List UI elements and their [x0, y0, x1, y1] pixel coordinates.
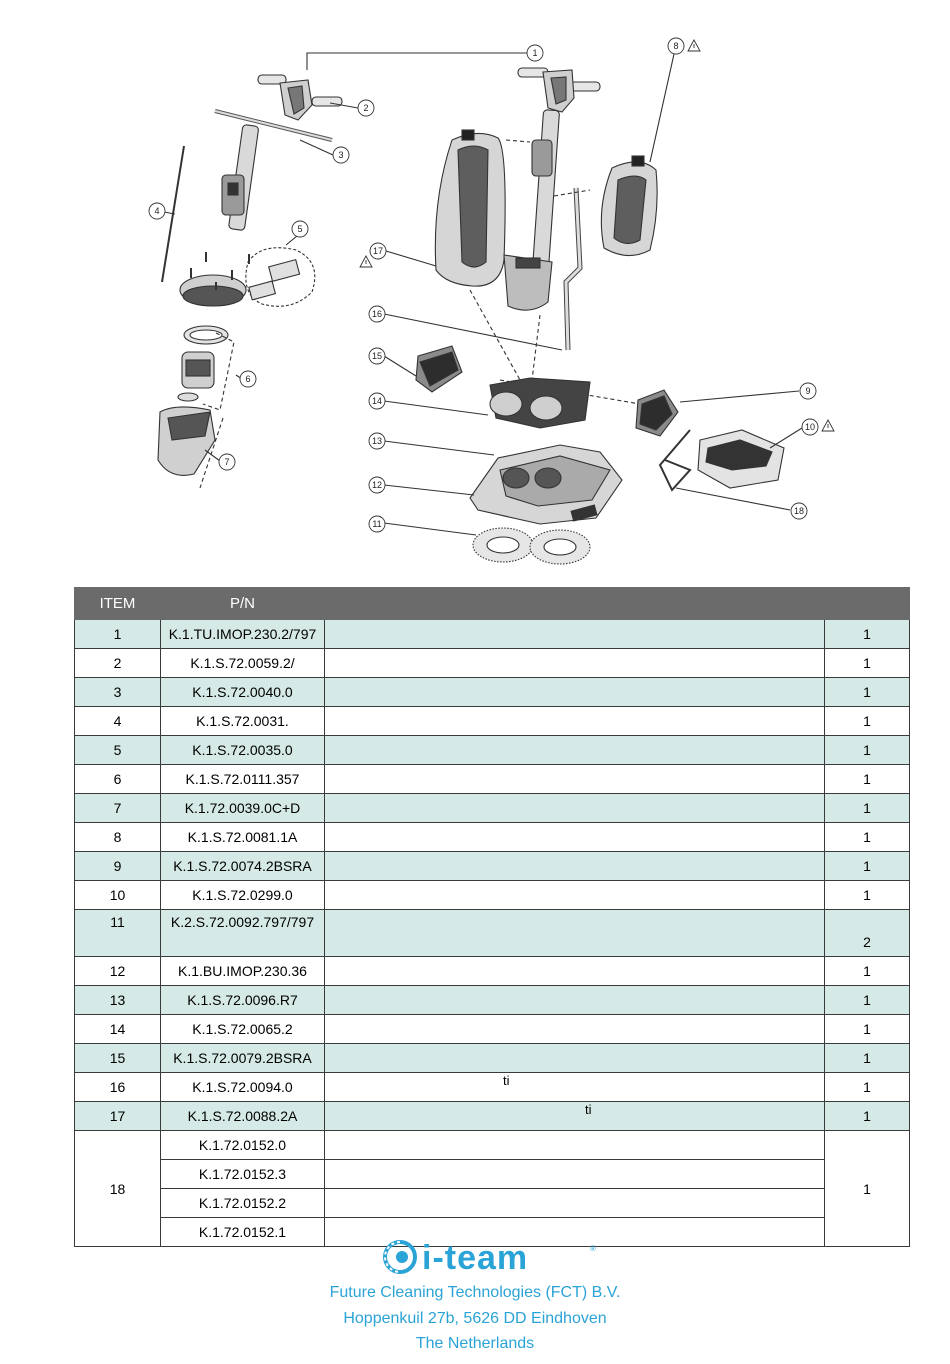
cell-part-number: K.1.72.0039.0C+D	[161, 794, 325, 823]
cell-part-number: K.1.S.72.0096.R7	[161, 986, 325, 1015]
table-row	[75, 852, 910, 881]
cell-part-number: K.2.S.72.0092.797/797	[161, 910, 325, 957]
table-header-row	[75, 588, 910, 620]
cell-description	[325, 1131, 825, 1160]
cell-description	[325, 620, 825, 649]
cell-part-number: K.1.S.72.0094.0	[161, 1073, 325, 1102]
cell-quantity: 1	[825, 852, 910, 881]
cell-part-number: K.1.S.72.0065.2	[161, 1015, 325, 1044]
cell-description	[325, 794, 825, 823]
callout-label: 17	[372, 246, 384, 256]
cell-quantity: 1	[825, 794, 910, 823]
parts-table	[74, 587, 910, 1247]
column-header-qty	[825, 588, 910, 620]
cell-description	[325, 678, 825, 707]
callout-label: 16	[371, 309, 383, 319]
cell-quantity: 1	[825, 1073, 910, 1102]
cell-quantity: 1	[825, 881, 910, 910]
cell-quantity: 1	[825, 957, 910, 986]
cell-item: 8	[75, 823, 161, 852]
cell-quantity: 2	[825, 910, 910, 957]
i-team-logo	[382, 1237, 602, 1277]
column-header-description	[325, 588, 825, 620]
table-row	[75, 1044, 910, 1073]
cell-quantity: 1	[825, 823, 910, 852]
cell-part-number: K.1.72.0152.0	[161, 1131, 325, 1160]
callout-label: 7	[224, 457, 230, 467]
table-row	[75, 1073, 910, 1102]
cell-part-number: K.1.TU.IMOP.230.2/797	[161, 620, 325, 649]
cell-quantity: 1	[825, 678, 910, 707]
cell-description: ti	[325, 1073, 825, 1102]
footer-country: The Netherlands	[415, 1335, 535, 1352]
callout-label: 4	[154, 206, 160, 216]
callout-label: 11	[372, 519, 382, 529]
cell-item: 10	[75, 881, 161, 910]
cell-part-number: K.1.S.72.0088.2A	[161, 1102, 325, 1131]
table-row	[75, 823, 910, 852]
cell-quantity: 1	[825, 707, 910, 736]
cell-description	[325, 986, 825, 1015]
callout-label: 12	[371, 480, 383, 490]
registered-mark: ®	[590, 1244, 596, 1253]
cell-description	[325, 765, 825, 794]
table-row	[75, 1102, 910, 1131]
cell-item: 16	[75, 1073, 161, 1102]
cell-quantity: 1	[825, 1015, 910, 1044]
cell-item: 5	[75, 736, 161, 765]
cell-description	[325, 852, 825, 881]
table-row	[75, 620, 910, 649]
cell-quantity: 1	[825, 1044, 910, 1073]
cell-item: 9	[75, 852, 161, 881]
callout-label: 3	[338, 150, 344, 160]
cell-item: 2	[75, 649, 161, 678]
column-header-pn: P/N	[161, 588, 325, 620]
cell-part-number: K.1.S.72.0111.357	[161, 765, 325, 794]
cell-description	[325, 1189, 825, 1218]
table-row	[75, 794, 910, 823]
footer-address: Hoppenkuil 27b, 5626 DD Eindhoven	[343, 1310, 607, 1327]
cell-part-number: K.1.S.72.0059.2/	[161, 649, 325, 678]
table-row	[75, 736, 910, 765]
warning-triangle-icon	[822, 420, 834, 431]
cell-item: 13	[75, 986, 161, 1015]
cell-item: 1	[75, 620, 161, 649]
cell-part-number: K.1.BU.IMOP.230.36	[161, 957, 325, 986]
table-row	[75, 1131, 910, 1160]
exploded-parts-diagram	[0, 0, 950, 580]
cell-description	[325, 823, 825, 852]
callout-label: 14	[371, 396, 383, 406]
cell-item: 17	[75, 1102, 161, 1131]
cell-item: 6	[75, 765, 161, 794]
warning-triangle-icon	[360, 256, 372, 267]
cell-part-number: K.1.S.72.0299.0	[161, 881, 325, 910]
table-row	[75, 765, 910, 794]
cell-part-number: K.1.S.72.0031.	[161, 707, 325, 736]
cell-part-number: K.1.72.0152.2	[161, 1189, 325, 1218]
cell-item: 14	[75, 1015, 161, 1044]
cell-quantity: 1	[825, 620, 910, 649]
cell-description	[325, 1015, 825, 1044]
callout-label: 9	[805, 386, 811, 396]
callout-label: 2	[363, 103, 369, 113]
cell-part-number: K.1.72.0152.1	[161, 1218, 325, 1247]
column-header-item: ITEM	[75, 588, 161, 620]
table-row	[75, 678, 910, 707]
cell-quantity: 1	[825, 736, 910, 765]
callout-label: 15	[371, 351, 383, 361]
table-row	[75, 1160, 910, 1189]
table-row	[75, 1189, 910, 1218]
cell-description	[325, 736, 825, 765]
table-row	[75, 1015, 910, 1044]
callout-label: 6	[245, 374, 251, 384]
cell-item: 4	[75, 707, 161, 736]
cell-item: 11	[75, 910, 161, 957]
callout-label: 8	[673, 41, 679, 51]
cell-part-number: K.1.S.72.0035.0	[161, 736, 325, 765]
callout-label: 18	[793, 506, 805, 516]
cell-item: 15	[75, 1044, 161, 1073]
cell-part-number: K.1.S.72.0040.0	[161, 678, 325, 707]
cell-part-number: K.1.S.72.0074.2BSRA	[161, 852, 325, 881]
cell-quantity: 1	[825, 1102, 910, 1131]
cell-description	[325, 707, 825, 736]
callout-label: 13	[371, 436, 383, 446]
table-row	[75, 986, 910, 1015]
cell-description	[325, 910, 825, 957]
cell-description	[325, 1044, 825, 1073]
cell-description	[325, 649, 825, 678]
table-row	[75, 707, 910, 736]
cell-quantity: 1	[825, 649, 910, 678]
cell-description	[325, 881, 825, 910]
table-row	[75, 957, 910, 986]
cell-item: 7	[75, 794, 161, 823]
cell-quantity: 1	[825, 986, 910, 1015]
cell-part-number: K.1.S.72.0081.1A	[161, 823, 325, 852]
logo-wordmark: i-team	[422, 1239, 529, 1277]
cell-description	[325, 1160, 825, 1189]
table-row	[75, 910, 910, 957]
cell-part-number: K.1.72.0152.3	[161, 1160, 325, 1189]
cell-description: ti	[325, 1102, 825, 1131]
cell-item: 3	[75, 678, 161, 707]
callout-label: 1	[532, 48, 538, 58]
callout-label: 10	[804, 422, 816, 432]
cell-description	[325, 957, 825, 986]
table-row	[75, 649, 910, 678]
table-row	[75, 881, 910, 910]
cell-part-number: K.1.S.72.0079.2BSRA	[161, 1044, 325, 1073]
cell-quantity: 1	[825, 1131, 910, 1247]
cell-item: 12	[75, 957, 161, 986]
warning-triangle-icon	[688, 40, 700, 51]
cell-quantity: 1	[825, 765, 910, 794]
footer-company: Future Cleaning Technologies (FCT) B.V.	[329, 1284, 621, 1301]
cell-item: 18	[75, 1131, 161, 1247]
callout-label: 5	[297, 224, 303, 234]
